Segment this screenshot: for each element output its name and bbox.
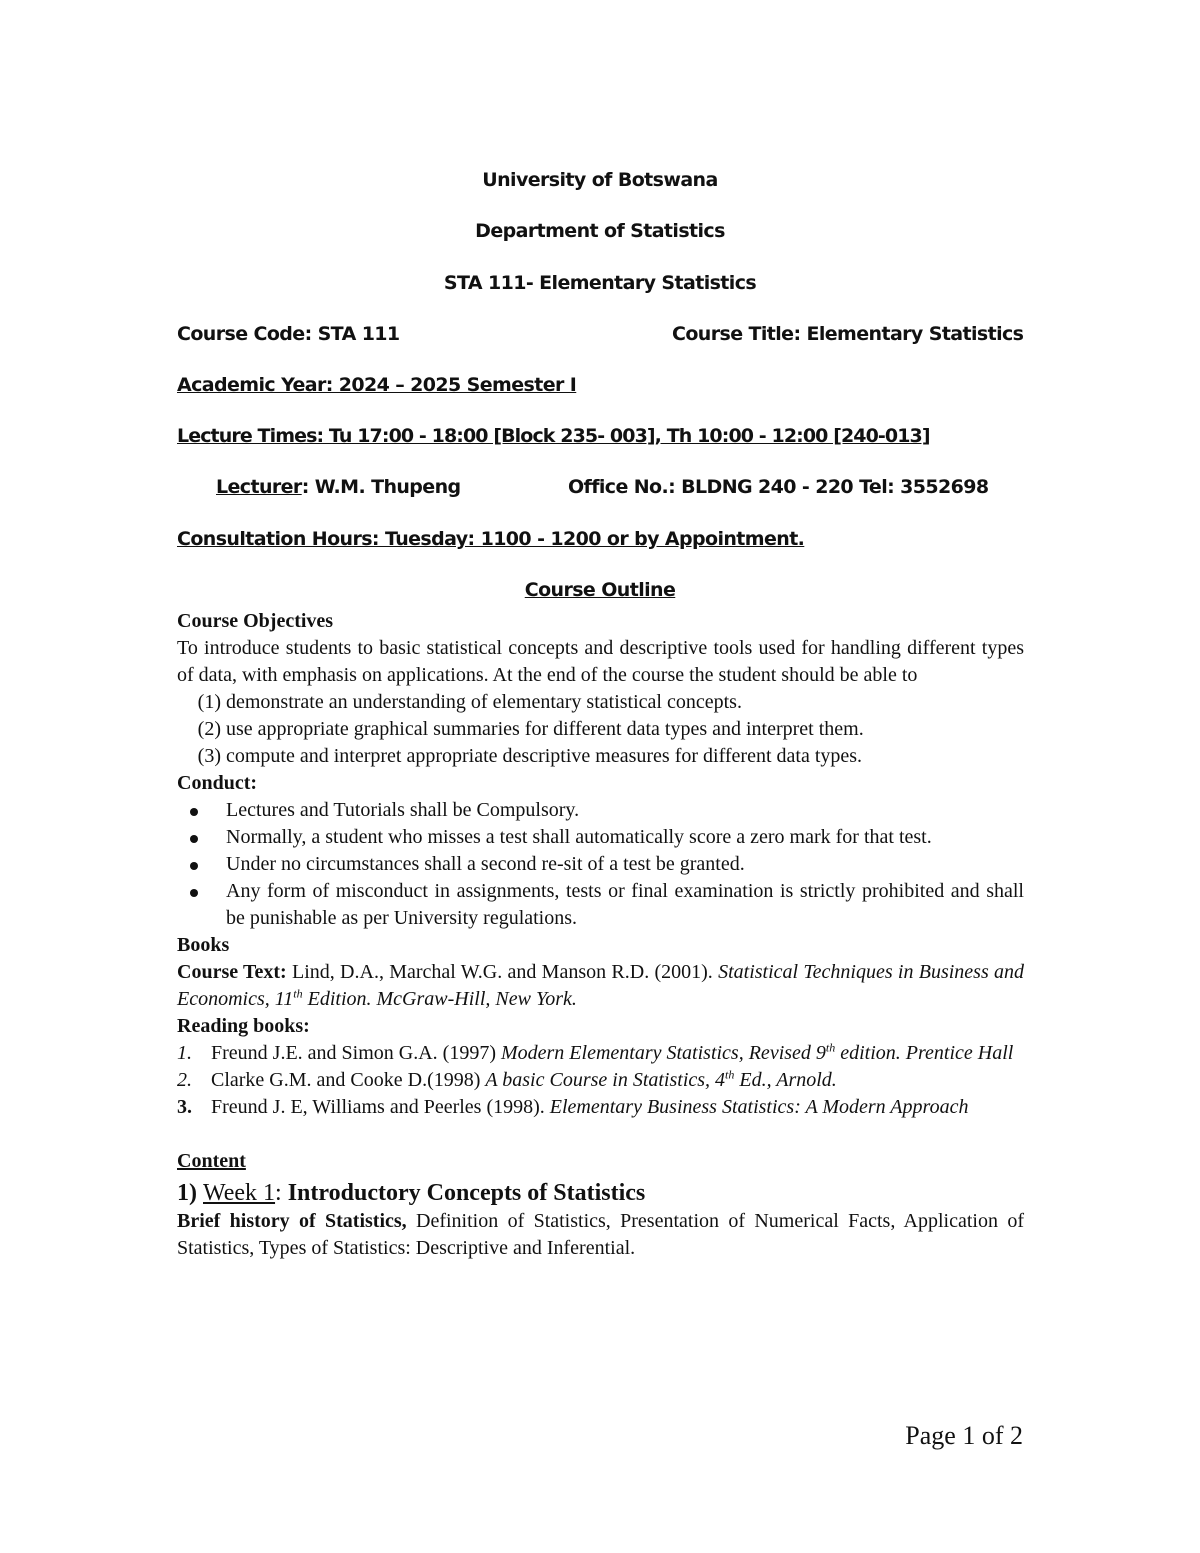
reading-marker: 2. [177,1069,192,1091]
objective-marker: (2) [197,718,221,740]
week-heading [177,1178,1024,1208]
conduct-list [177,797,1024,932]
lecturer-name: : W.M. Thupeng [301,476,461,498]
objectives-intro: To introduce students to basic statistical concepts and descriptive tools used for handling different types of data, with emphasis on applications. At the end of the course the student should be able to [177,637,1024,686]
content-heading: Content [177,1150,246,1172]
reading-title: Modern Elementary Statistics, Revised 9 [500,1042,826,1064]
week-body-text: Definition of Statistics, Presentation of Numerical Facts, Application of Statistics, Types of Statistics: Descriptive and Inferential. [177,1210,1024,1259]
department-name: Department of Statistics [475,220,725,242]
objective-text: use appropriate graphical summaries for different data types and interpret them. [226,718,864,740]
reading-sup: th [725,1067,735,1082]
objective-text: demonstrate an understanding of elementary statistical concepts. [226,691,742,713]
reading-sup: th [825,1040,836,1055]
conduct-text: Under no circumstances shall a second re-sit of a test be granted. [226,853,745,875]
week-title: Introductory Concepts of Statistics [287,1180,646,1206]
books-heading: Books [177,934,230,956]
week-body [177,1208,1024,1262]
conduct-item [177,797,1024,824]
office-details: Office No.: BLDNG 240 - 220 Tel: 3552698 [568,476,989,498]
academic-year: Academic Year: 2024 – 2025 Semester I [177,374,577,396]
reading-item [177,1040,1024,1067]
objective-item [177,743,1024,770]
reading-title: A basic Course in Statistics, 4 [485,1069,726,1091]
reading-authors: Freund J.E. and Simon G.A. (1997) [211,1042,501,1064]
objective-item [177,689,1024,716]
reading-edition: Ed., Arnold. [734,1069,837,1091]
conduct-item [177,824,1024,851]
conduct-text: Lectures and Tutorials shall be Compulsory. [226,799,580,821]
course-heading: STA 111- Elementary Statistics [443,272,757,294]
week-label: Week 1 [203,1180,276,1206]
spacer [177,1121,1024,1148]
lecture-times: Lecture Times: Tu 17:00 - 18:00 [Block 235- 003], Th 10:00 - 12:00 [240-013] [177,425,930,447]
reading-list [177,1040,1024,1121]
course-code: Course Code: STA 111 [177,323,400,345]
conduct-item [177,878,1024,932]
week-colon: : [275,1180,288,1206]
reading-heading: Reading books: [177,1015,310,1037]
bullet-icon [190,862,198,870]
week-number: 1) [177,1180,203,1206]
reading-marker: 3. [177,1096,192,1118]
conduct-text: Any form of misconduct in assignments, tests or final examination is strictly prohibited and shall be punishable as per University regulations. [226,880,1024,929]
reading-authors: Freund J. E, Williams and Peerles (1998). [211,1096,550,1118]
objectives-list [177,689,1024,770]
reading-marker: 1. [177,1042,192,1064]
objective-marker: (3) [197,745,221,767]
outline-title: Course Outline [524,579,676,601]
objective-marker: (1) [197,691,221,713]
bullet-icon [190,835,198,843]
course-text-authors: Lind, D.A., Marchal W.G. and Manson R.D. (2001). [286,961,719,983]
course-title: Course Title: Elementary Statistics [672,323,1024,345]
week-body-lead: Brief history of Statistics, [177,1210,407,1232]
lecturer-line [216,476,461,498]
course-text-sup: th [293,986,303,1001]
consultation-hours: Consultation Hours: Tuesday: 1100 - 1200 or by Appointment. [177,528,805,550]
bullet-icon [190,808,198,816]
bullet-icon [190,889,198,897]
reading-item [177,1067,1024,1094]
reading-item [177,1094,1024,1121]
lecturer-label: Lecturer [216,476,302,498]
objective-item [177,716,1024,743]
document-body [177,608,1024,1262]
page-number: Page 1 of 2 [905,1421,1023,1450]
reading-authors: Clarke G.M. and Cooke D.(1998) [211,1069,486,1091]
conduct-heading: Conduct: [177,772,258,794]
university-name: University of Botswana [482,169,718,191]
objectives-heading: Course Objectives [177,610,334,632]
conduct-text: Normally, a student who misses a test shall automatically score a zero mark for that test. [226,826,932,848]
course-text-label: Course Text: [177,961,287,983]
reading-edition: edition. Prentice Hall [835,1042,1014,1064]
conduct-item [177,851,1024,878]
course-text-title: Statistical Techniques in Business and Economics, 11 [177,961,1024,1010]
course-text-edition: Edition. McGraw-Hill, New York. [302,988,577,1010]
reading-title: Elementary Business Statistics: A Modern Approach [549,1096,969,1118]
objective-text: compute and interpret appropriate descriptive measures for different data types. [226,745,863,767]
course-text [177,959,1024,1013]
